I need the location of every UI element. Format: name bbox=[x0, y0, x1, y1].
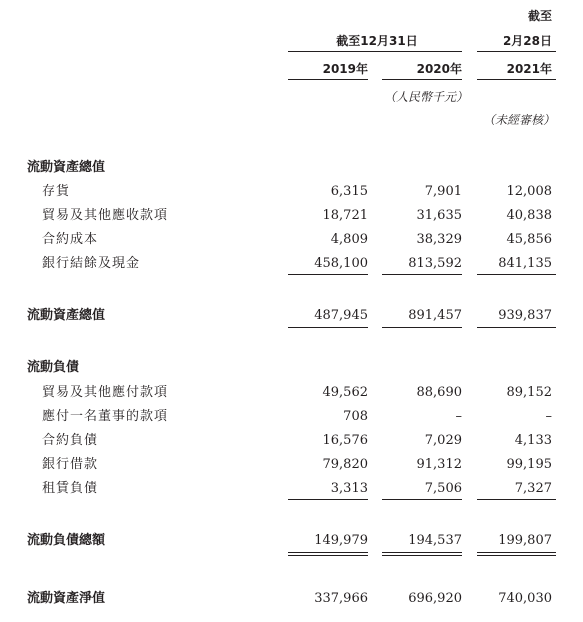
unaudited-note: （未經審核） bbox=[482, 113, 555, 127]
cell: – bbox=[545, 409, 552, 424]
year-rule-1 bbox=[288, 79, 368, 80]
cell: 88,690 bbox=[416, 385, 462, 400]
cell: 891,457 bbox=[408, 308, 462, 323]
row-label-trade-receivables: 貿易及其他應收款項 bbox=[42, 208, 169, 223]
cell: 45,856 bbox=[506, 232, 552, 247]
subtotal-rule-1 bbox=[288, 274, 368, 275]
row-label-inventory: 存貨 bbox=[42, 184, 71, 199]
total-rule-3 bbox=[477, 327, 556, 328]
row-label-lease-liabilities: 租賃負債 bbox=[42, 481, 99, 496]
subtotal-rule-3 bbox=[477, 274, 556, 275]
cell: 7,901 bbox=[424, 184, 462, 199]
current-assets-heading: 流動資產總值 bbox=[27, 160, 106, 175]
current-assets-total-label: 流動資產總值 bbox=[27, 308, 106, 323]
double-rule-3a bbox=[477, 552, 556, 553]
cell: 89,152 bbox=[506, 385, 552, 400]
cell: 7,506 bbox=[424, 481, 462, 496]
subtotal-rule-3 bbox=[477, 499, 556, 500]
row-label-bank-borrowings: 銀行借款 bbox=[42, 457, 99, 472]
cell: 149,979 bbox=[314, 533, 368, 548]
row-label-bank-balances: 銀行結餘及現金 bbox=[42, 256, 141, 271]
cell: 6,315 bbox=[330, 184, 368, 199]
year-2021: 2021年 bbox=[506, 62, 552, 76]
cell: 939,837 bbox=[498, 308, 552, 323]
year-2019: 2019年 bbox=[322, 62, 368, 76]
cell: 18,721 bbox=[322, 208, 368, 223]
net-current-assets-label: 流動資產淨值 bbox=[27, 591, 106, 606]
cell: 38,329 bbox=[416, 232, 462, 247]
cell: 3,313 bbox=[330, 481, 368, 496]
double-rule-2b bbox=[382, 555, 462, 556]
cell: 79,820 bbox=[322, 457, 368, 472]
year-rule-2 bbox=[382, 79, 462, 80]
cell: 708 bbox=[343, 409, 368, 424]
cell: 12,008 bbox=[506, 184, 552, 199]
cell: 4,133 bbox=[514, 433, 552, 448]
double-rule-2a bbox=[382, 552, 462, 553]
cell: 4,809 bbox=[330, 232, 368, 247]
cell: 696,920 bbox=[408, 591, 462, 606]
header-date-label: 2月28日 bbox=[502, 34, 552, 48]
row-label-trade-payables: 貿易及其他應付款項 bbox=[42, 385, 169, 400]
cell: 194,537 bbox=[408, 533, 462, 548]
double-rule-1b bbox=[288, 555, 368, 556]
cell: 458,100 bbox=[314, 256, 368, 271]
unit-note: （人民幣千元） bbox=[383, 90, 468, 104]
header-col3-rule bbox=[477, 51, 556, 52]
year-rule-3 bbox=[477, 79, 556, 80]
double-rule-1a bbox=[288, 552, 368, 553]
header-as-at-label: 截至 bbox=[527, 9, 552, 23]
header-span-rule bbox=[288, 51, 462, 52]
total-rule-2 bbox=[382, 327, 462, 328]
cell: 813,592 bbox=[408, 256, 462, 271]
cell: 337,966 bbox=[314, 591, 368, 606]
cell: 91,312 bbox=[416, 457, 462, 472]
current-liabilities-total-label: 流動負債總額 bbox=[27, 533, 106, 548]
double-rule-3b bbox=[477, 555, 556, 556]
cell: 16,576 bbox=[322, 433, 368, 448]
cell: 841,135 bbox=[498, 256, 552, 271]
row-label-due-to-director: 應付一名董事的款項 bbox=[42, 409, 169, 424]
row-label-contract-costs: 合約成本 bbox=[42, 232, 99, 247]
header-span-label: 截至12月31日 bbox=[336, 34, 418, 48]
subtotal-rule-1 bbox=[288, 499, 368, 500]
cell: 740,030 bbox=[498, 591, 552, 606]
subtotal-rule-2 bbox=[382, 499, 462, 500]
cell: 199,807 bbox=[498, 533, 552, 548]
year-2020: 2020年 bbox=[416, 62, 462, 76]
cell: 40,838 bbox=[506, 208, 552, 223]
cell: 7,327 bbox=[514, 481, 552, 496]
cell: 31,635 bbox=[416, 208, 462, 223]
current-liabilities-heading: 流動負債 bbox=[27, 360, 80, 375]
cell: 49,562 bbox=[322, 385, 368, 400]
total-rule-1 bbox=[288, 327, 368, 328]
cell: 487,945 bbox=[314, 308, 368, 323]
cell: – bbox=[455, 409, 462, 424]
cell: 99,195 bbox=[506, 457, 552, 472]
row-label-contract-liabilities: 合約負債 bbox=[42, 433, 99, 448]
cell: 7,029 bbox=[424, 433, 462, 448]
subtotal-rule-2 bbox=[382, 274, 462, 275]
